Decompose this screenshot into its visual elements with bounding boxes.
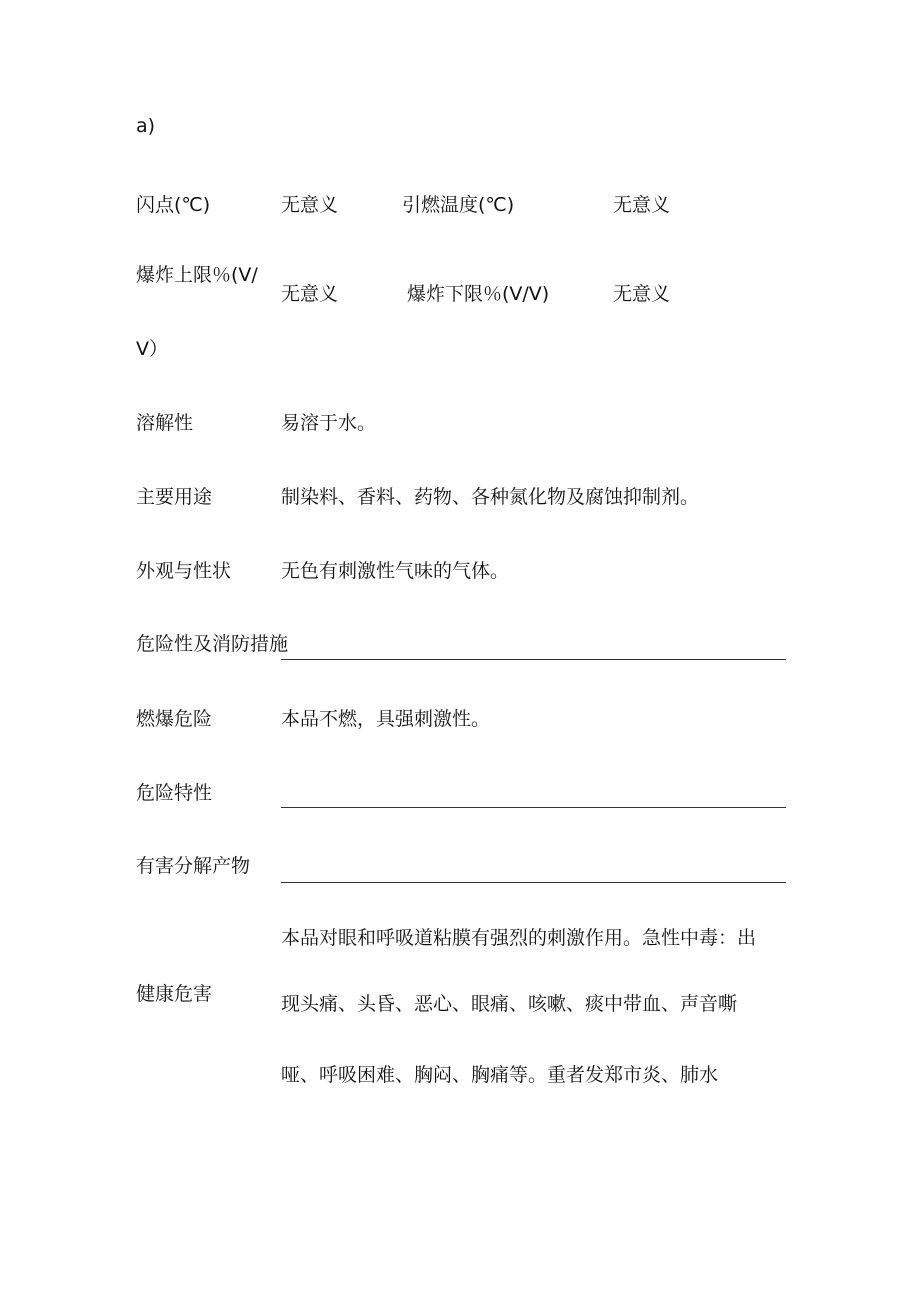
health-hazard-label: 健康危害 <box>136 983 213 1005</box>
upper-limit-label: 爆炸上限％(V/ <box>136 264 258 286</box>
decomposition-products-label: 有害分解产物 <box>136 855 251 877</box>
section-marker: a) <box>136 115 156 137</box>
explosion-hazard-value: 本品不燃，具强刺激性。 <box>281 708 491 730</box>
hazard-properties-label: 危险特性 <box>136 782 213 804</box>
lower-limit-label: 爆炸下限％(V/V) <box>407 283 550 305</box>
appearance-value: 无色有刺激性气味的气体。 <box>281 560 510 582</box>
section-title-underline <box>281 659 786 660</box>
health-hazard-line: 本品对眼和呼吸道粘膜有强烈的刺激作用。急性中毒：出 <box>281 927 757 949</box>
ignition-temp-label: 引燃温度(℃) <box>402 194 515 216</box>
ignition-temp-value: 无意义 <box>613 194 671 216</box>
uses-value: 制染料、香料、药物、各种氮化物及腐蚀抑制剂。 <box>281 486 700 508</box>
appearance-label: 外观与性状 <box>136 560 232 582</box>
flash-point-label: 闪点(℃) <box>136 194 211 216</box>
lower-limit-value: 无意义 <box>613 283 671 305</box>
hazard-section-title: 危险性及消防措施 <box>136 633 289 655</box>
hazard-properties-blank-line <box>281 807 786 808</box>
health-hazard-line: 哑、呼吸困难、胸闷、胸痛等。重者发郑市炎、肺水 <box>281 1064 719 1086</box>
upper-limit-value: 无意义 <box>281 283 339 305</box>
uses-label: 主要用途 <box>136 486 213 508</box>
solubility-label: 溶解性 <box>136 412 194 434</box>
decomposition-products-blank-line <box>281 882 786 883</box>
health-hazard-line: 现头痛、头昏、恶心、眼痛、咳嗽、痰中带血、声音嘶 <box>281 993 738 1015</box>
upper-limit-label-cont: V） <box>136 338 168 360</box>
flash-point-value: 无意义 <box>281 194 339 216</box>
explosion-hazard-label: 燃爆危险 <box>136 708 213 730</box>
solubility-value: 易溶于水。 <box>281 412 377 434</box>
